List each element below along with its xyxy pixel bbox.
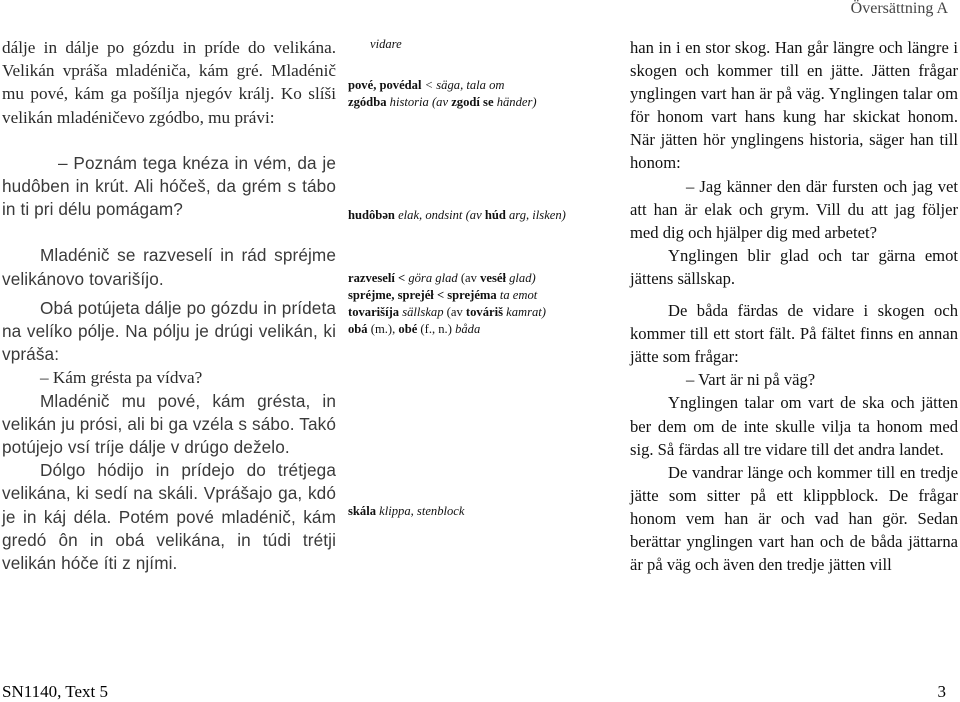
translation-paragraph: Ynglingen talar om vart de ska och jätten ber dem om de inte skulle vilja ta honom med sig. Så färdas all tre vidare till det andra landet. [630,393,958,459]
gloss-entry: vidare [370,37,402,51]
gloss-entry: spréjme, sprejéł < sprejéma ta emot [348,288,538,302]
slovene-paragraph: Obá potújeta dálje po gózdu in prídeta na velíko pólje. Na pólju je drúgi velikán, ki vpráša: [2,297,336,365]
translation-paragraph: – Vart är ni på väg? [686,370,816,390]
translation-paragraph: – Jag känner den där fursten och jag vet att han är elak och grym. Vill du att jag följer med dig och hjälper dig med arbetet? [630,176,958,242]
slovene-paragraph: – Kám grésta pa vídva? [40,368,203,388]
translation-paragraph: De vandrar länge och kommer till en tredje jätte som sitter på ett klippblock. De frågar honom vem han är och vad han gör. Sedan berättar ynglingen vart han och de båda jättarna är på väg och även den tredje jätten vill [630,462,958,575]
gloss-entry: hudôbən elak, ondsint (av húd arg, ilsken) [348,208,566,222]
gloss-entry: skála klippa, stenblock [348,504,465,518]
slovene-paragraph: Dólgo hódijo in prídejo do trétjega velikána, ki sedí na skáli. Vprášajo ga, kdó je in káj déla. Potém pové mladénič, kám gredó ôn in obá velikána, in túdi trétji velikán hóče íti z njími. [2,460,336,574]
page-number: 3 [937,682,946,701]
translation-paragraph: Ynglingen blir glad och tar gärna emot jättens sällskap. [630,245,958,288]
translation-paragraph: De båda färdas de vidare i skogen och kommer till ett stort fält. På fältet finns en annan jätte som frågar: [630,301,958,367]
gloss-entry: pové, povédal < säga, tala om [348,78,505,92]
gloss-entry: zgódba historia (av zgodí se händer) [348,95,537,109]
slovene-paragraph: dálje in dálje po gózdu in príde do velikána. Velikán vpráša mladéniča, kám gré. Mladénič mu pové, kám ga pošílja njegóv králj. Ko slíši velikán mladéničevo zgódbo, mu právi: [2,38,336,127]
glossary-column [348,36,606,520]
slovene-text-column [2,36,336,575]
swedish-translation-column [630,36,958,576]
page-header-label: Översättning A [850,0,948,17]
gloss-entry: razveselí < göra glad (av veséł glad) [348,271,536,285]
slovene-paragraph: Mladénič se razveselí in rád spréjme velikánovo tovarišíjo. [2,245,336,289]
gloss-entry: tovarišíja sällskap (av továriš kamrat) [348,305,547,319]
gloss-entry: obá (m.), obé (f., n.) båda [348,322,481,336]
slovene-paragraph: – Poznám tega knéza in vém, da je hudôben in krút. Ali hóčeš, da grém s tábo in ti pri délu pomágam? [2,152,336,220]
slovene-paragraph: Mladénič mu pové, kám grésta, in velikán ju prósi, ali bi ga vzéla s sábo. Takó potújejo vsí tríje dálje v drúgo deželo. [2,390,336,458]
footer-course-label: SN1140, Text 5 [2,682,109,701]
translation-paragraph: han in i en stor skog. Han går längre och längre i skogen och kommer till en jätte. Jätten frågar ynglingen vart han är på väg. Ynglingen talar om för honom vart hans kung har skickat honom. När jätten hör ynglingens historia, säger han till honom: [630,38,958,173]
